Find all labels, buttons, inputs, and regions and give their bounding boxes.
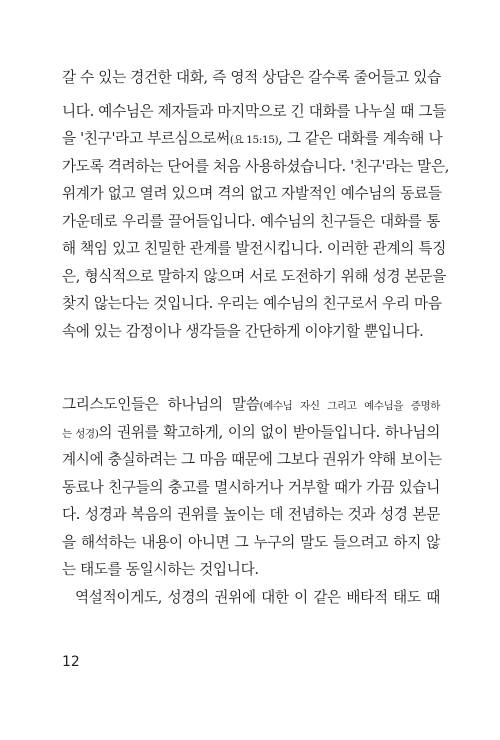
paragraph-line: 위계가 없고 열려 있으며 격의 없고 자발적인 예수님의 동료들: [62, 185, 442, 202]
paragraph-text: 그리스도인들은 하나님의 말씀: [62, 396, 260, 413]
paragraph-text: , 그 같은 대화를 계속해 나: [278, 130, 443, 147]
paragraph-line: 는 태도를 동일시하는 것입니다.: [62, 561, 259, 578]
inline-note: (예수님 자신 그리고 예수님을 증명하: [259, 400, 440, 412]
paragraph-text: 의 권위를 확고하게, 이의 없이 받아들입니다. 하나님의: [98, 424, 440, 441]
paragraph-line: 은, 형식적으로 말하지 않으며 서로 도전하기 위해 성경 본문을: [62, 268, 446, 285]
paragraph-line: 을 해석하는 내용이 아니면 그 누구의 말도 들으려고 하지 않: [62, 534, 440, 551]
inline-note: 는 성경): [62, 428, 99, 440]
paragraph-line-with-note: [62, 395, 440, 416]
paragraph-line: 찾지 않는다는 것입니다. 우리는 예수님의 친구로서 우리 마음: [62, 295, 442, 312]
paragraph-text: 을 '친구'라고 부르심으로써: [62, 130, 230, 147]
paragraph-line-with-note: [62, 423, 440, 444]
paragraph-line: 다. 성경과 복음의 권위를 높이는 데 전념하는 것과 성경 본문: [62, 506, 440, 523]
paragraph-line: 속에 있는 감정이나 생각들을 간단하게 이야기할 뿐입니다.: [62, 323, 424, 340]
paragraph-line: 해 책임 있고 친밀한 관계를 발전시킵니다. 이러한 관계의 특징: [62, 240, 446, 257]
paragraph-line: 갈 수 있는 경건한 대화, 즉 영적 상담은 갈수록 줄어들고 있습: [62, 69, 441, 86]
paragraph-line: 역설적이게도, 성경의 권위에 대한 이 같은 배타적 태도 때: [75, 589, 440, 606]
paragraph-line-with-reference: [62, 129, 443, 150]
page-number: 12: [62, 654, 80, 670]
paragraph-line: 가운데로 우리를 끌어들입니다. 예수님의 친구들은 대화를 통: [62, 213, 440, 230]
paragraph-line: 계시에 충실하려는 그 마음 때문에 그보다 권위가 약해 보이는: [62, 451, 442, 468]
paragraph-line: 니다. 예수님은 제자들과 마지막으로 긴 대화를 나누실 때 그들: [62, 103, 446, 120]
scripture-reference: (요 15:15): [229, 134, 279, 146]
paragraph-line: 가도록 격려하는 단어를 처음 사용하셨습니다. '친구'라는 말은,: [62, 158, 450, 175]
paragraph-line: 동료나 친구들의 충고를 멸시하거나 거부할 때가 가끔 있습니: [62, 479, 440, 496]
